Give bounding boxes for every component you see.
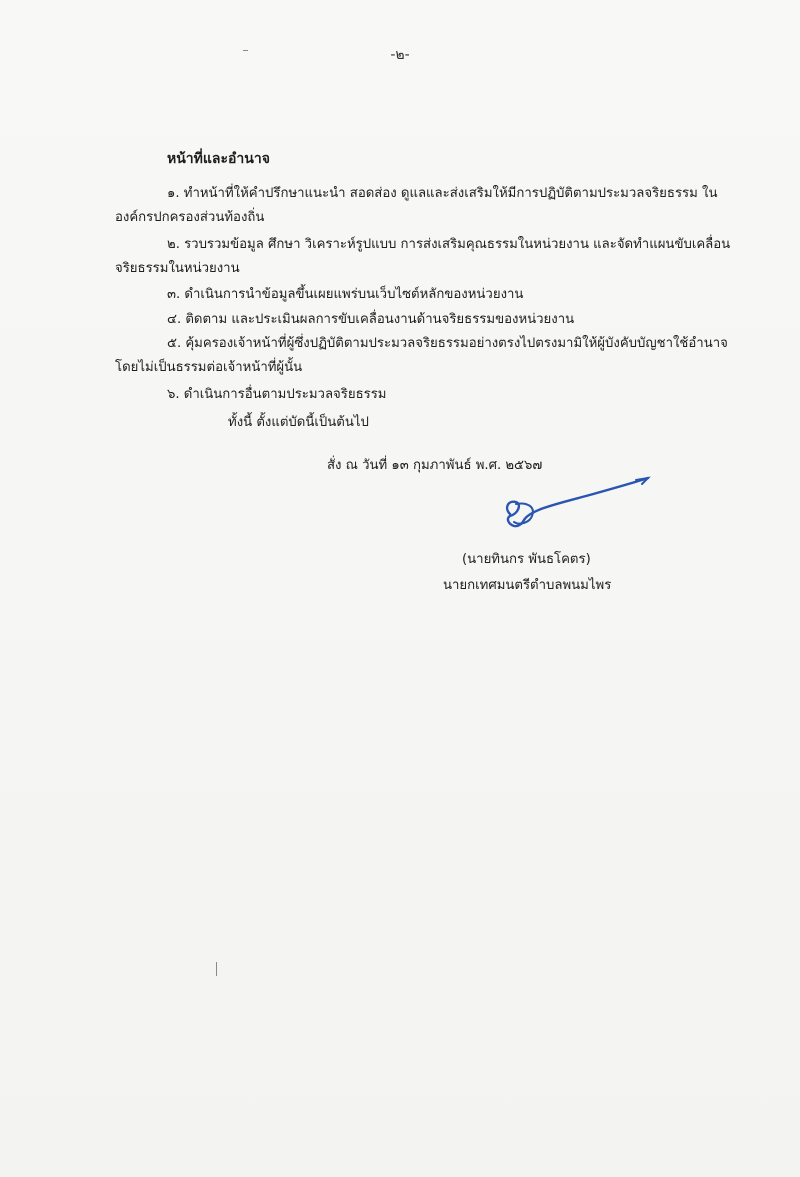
duty-item-4: ๔. ติดตาม และประเมินผลการขับเคลื่อนงานด้านจริยธรรมของหน่วยงาน	[167, 312, 575, 327]
order-date: สั่ง ณ วันที่ ๑๓ กุมภาพันธ์ พ.ศ. ๒๕๖๗	[327, 458, 543, 473]
duty-item-1-line-1: ๑. ทำหน้าที่ให้คำปรึกษาแนะนำ สอดส่อง ดูแลและส่งเสริมให้มีการปฏิบัติตามประมวลจริยธรรม ใน	[167, 186, 718, 201]
duty-item-5-line-2: โดยไม่เป็นธรรมต่อเจ้าหน้าที่ผู้นั้น	[115, 360, 303, 375]
scan-mark	[216, 962, 217, 976]
signature-image	[496, 470, 656, 540]
duty-item-3: ๓. ดำเนินการนำข้อมูลขึ้นเผยแพร่บนเว็บไซต์หลักของหน่วยงาน	[167, 287, 524, 302]
signer-name: (นายทินกร พันธโคตร)	[462, 552, 591, 567]
duty-item-5-line-1: ๕. คุ้มครองเจ้าหน้าที่ผู้ซึ่งปฏิบัติตามประมวลจริยธรรมอย่างตรงไปตรงมามิให้ผู้บังคับบัญชาใช้อำนาจ	[167, 336, 728, 351]
page-number: -๒-	[390, 47, 410, 63]
section-heading: หน้าที่และอำนาจ	[167, 151, 270, 167]
duty-item-2-line-1: ๒. รวบรวมข้อมูล ศึกษา วิเคราะห์รูปแบบ การส่งเสริมคุณธรรมในหน่วยงาน และจัดทำแผนขับเคลื่อน	[167, 237, 731, 252]
effective-statement: ทั้งนี้ ตั้งแต่บัดนี้เป็นต้นไป	[228, 415, 369, 430]
duty-item-6: ๖. ดำเนินการอื่นตามประมวลจริยธรรม	[167, 387, 387, 402]
signer-position: นายกเทศมนตรีตำบลพนมไพร	[443, 578, 612, 593]
duty-item-2-line-2: จริยธรรมในหน่วยงาน	[115, 261, 240, 276]
scan-mark	[243, 50, 248, 51]
duty-item-1-line-2: องค์กรปกครองส่วนท้องถิ่น	[115, 210, 265, 225]
